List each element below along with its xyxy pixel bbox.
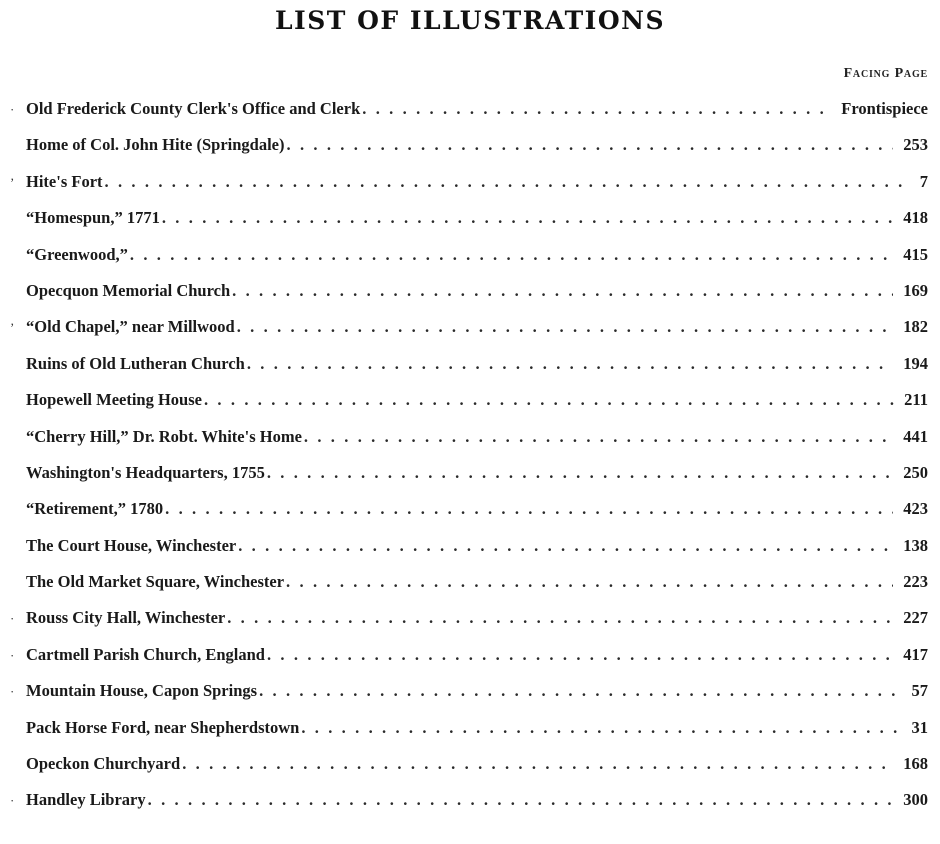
dot-leader <box>130 245 893 265</box>
dot-leader <box>165 499 893 519</box>
list-item <box>26 572 928 608</box>
list-item <box>10 317 928 353</box>
list-item <box>10 790 928 826</box>
dot-leader <box>238 536 893 556</box>
entry-title: Hopewell Meeting House <box>26 390 202 410</box>
entry-title: Old Frederick County Clerk's Office and Clerk <box>26 99 361 118</box>
entry-page: 31 <box>911 717 928 737</box>
entry-title: Hite's Fort <box>26 171 103 191</box>
dot-leader <box>287 135 894 155</box>
facing-page-header: Facing Page <box>843 66 928 81</box>
entry-title: “Cherry Hill,” Dr. Robt. White's Home <box>26 426 302 446</box>
entry-title: Rouss City Hall, Winchester <box>26 608 226 628</box>
entry-page: 194 <box>903 353 928 373</box>
list-item <box>26 718 928 754</box>
dot-leader <box>362 99 831 119</box>
dot-leader <box>304 427 893 447</box>
entry-page: 415 <box>903 244 928 264</box>
entry-page: 168 <box>903 754 928 774</box>
entry-title: Ruins of Old Lutheran Church <box>26 353 245 373</box>
page-title: LIST OF ILLUSTRATIONS <box>274 6 666 35</box>
entry-page: 441 <box>903 426 928 446</box>
entry-title: The Court House, Winchester <box>26 535 237 555</box>
list-item <box>26 754 928 790</box>
entry-page: 211 <box>904 390 928 410</box>
dot-leader <box>259 681 901 701</box>
list-item <box>10 681 928 717</box>
entry-page: 300 <box>903 790 928 810</box>
entry-title: “Homespun,” 1771 <box>26 208 160 228</box>
entry-title: Pack Horse Ford, near Shepherdstown <box>26 717 300 737</box>
list-item <box>26 427 928 463</box>
entry-page: Frontispiece <box>841 99 928 118</box>
entry-page: 417 <box>903 644 928 664</box>
list-item <box>26 354 928 390</box>
entry-page: 169 <box>903 280 928 300</box>
entry-page: 423 <box>903 499 928 519</box>
illustrations-list <box>10 99 928 827</box>
dot-leader <box>267 463 893 483</box>
list-item <box>26 536 928 572</box>
entry-page: 182 <box>903 317 928 337</box>
dot-leader <box>237 317 894 337</box>
dot-leader <box>204 390 894 410</box>
dot-leader <box>286 572 893 592</box>
margin-mark-icon: · <box>10 102 15 117</box>
dot-leader <box>105 172 910 192</box>
entry-page: 223 <box>903 572 928 592</box>
list-item <box>26 390 928 426</box>
entry-page: 250 <box>903 462 928 482</box>
entry-page: 253 <box>903 135 928 155</box>
dot-leader <box>182 754 893 774</box>
margin-mark-icon: ʼ <box>10 320 15 336</box>
entry-title: Washington's Headquarters, 1755 <box>26 462 265 482</box>
entry-page: 7 <box>919 171 928 191</box>
list-item <box>26 135 928 171</box>
entry-title: Opeckon Churchyard <box>26 754 181 774</box>
margin-mark-icon: · <box>10 793 15 809</box>
dot-leader <box>267 645 893 665</box>
dot-leader <box>247 354 893 374</box>
list-item <box>26 463 928 499</box>
margin-mark-icon: ʼ <box>10 174 15 190</box>
list-item <box>10 171 928 208</box>
entry-page: 227 <box>903 608 928 628</box>
list-item <box>10 644 928 681</box>
list-item <box>10 608 928 644</box>
entry-title: “Greenwood,” <box>26 244 128 264</box>
entry-title: “Old Chapel,” near Millwood <box>26 317 235 337</box>
entry-page: 138 <box>903 535 928 555</box>
dot-leader <box>148 790 894 810</box>
entry-page: 418 <box>903 208 928 228</box>
margin-mark-icon: · <box>10 611 15 627</box>
dot-leader <box>162 208 893 228</box>
dot-leader <box>301 718 901 738</box>
dot-leader <box>232 281 893 301</box>
list-item <box>26 245 928 281</box>
margin-mark-icon: · <box>10 684 15 700</box>
entry-title: “Retirement,” 1780 <box>26 499 164 519</box>
dot-leader <box>227 608 893 628</box>
list-item <box>26 281 928 317</box>
list-item <box>26 499 928 535</box>
list-item <box>10 99 928 135</box>
entry-title: Home of Col. John Hite (Springdale) <box>26 135 285 155</box>
entry-title: Opecquon Memorial Church <box>26 280 231 300</box>
entry-page: 57 <box>911 681 928 701</box>
entry-title: Mountain House, Capon Springs <box>26 681 258 701</box>
margin-mark-icon: · <box>10 647 15 663</box>
entry-title: The Old Market Square, Winchester <box>26 572 285 592</box>
entry-title: Cartmell Parish Church, England <box>26 644 265 664</box>
list-item <box>26 208 928 244</box>
entry-title: Handley Library <box>26 790 146 810</box>
